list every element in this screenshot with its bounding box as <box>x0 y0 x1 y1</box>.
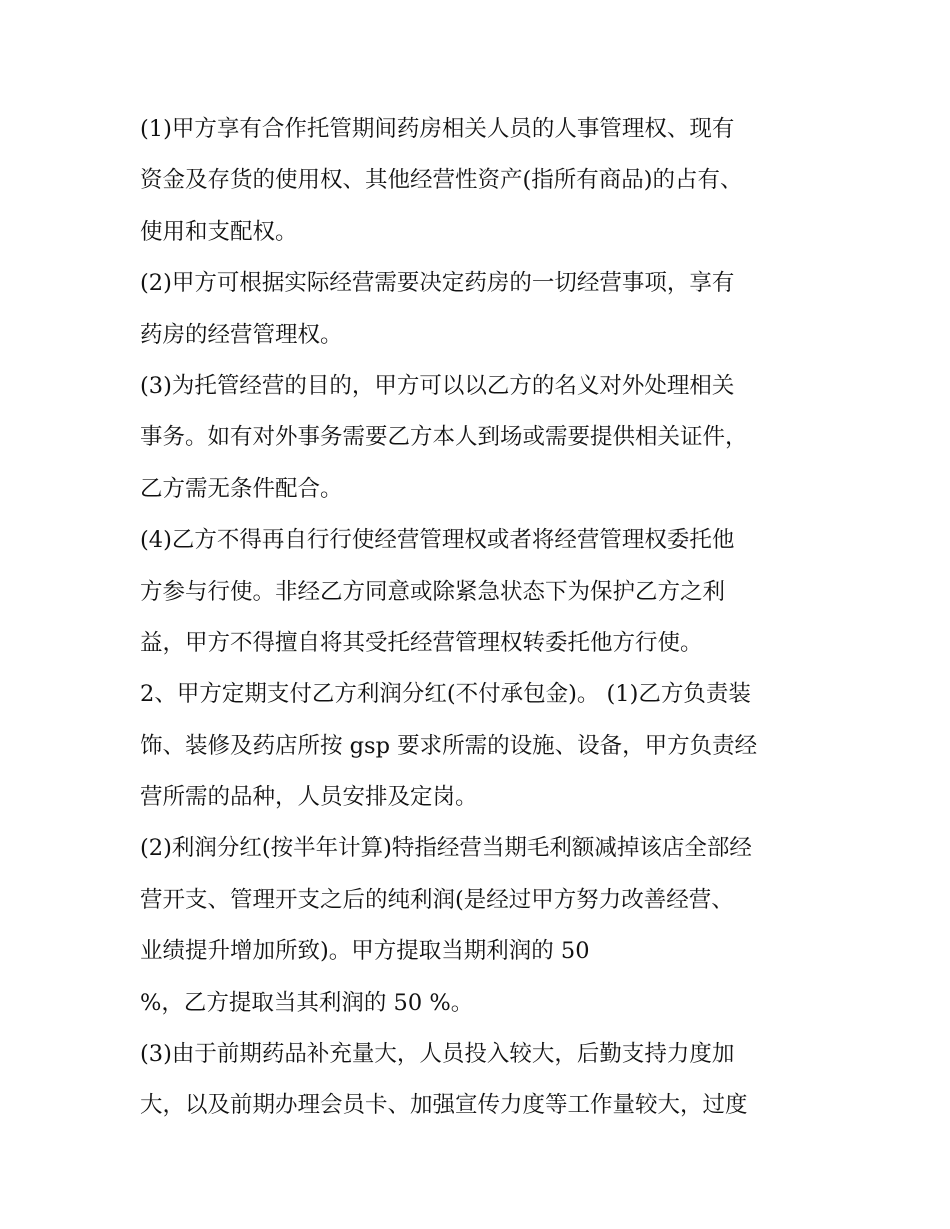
text-line: 益，甲方不得擅自将其受托经营管理权转委托他方行使。 <box>140 629 703 656</box>
text-line: (2)甲方可根据实际经营需要决定药房的一切经营事项，享有 <box>140 270 735 297</box>
text-line: 事务。如有对外事务需要乙方本人到场或需要提供相关证件， <box>140 424 748 451</box>
text-line: (2)利润分红(按半年计算)特指经营当期毛利额减掉该店全部经 <box>140 835 752 862</box>
text-line: (3)为托管经营的目的，甲方可以以乙方的名义对外处理相关 <box>140 372 735 399</box>
text-line: (1)甲方享有合作托管期间药房相关人员的人事管理权、现有 <box>140 116 735 142</box>
text-line: %，乙方提取当其利润的 50 %。 <box>140 989 474 1016</box>
text-line: (4)乙方不得再自行行使经营管理权或者将经营管理权委托他 <box>140 527 735 554</box>
text-line: 方参与行使。非经乙方同意或除紧急状态下为保护乙方之利 <box>140 578 726 605</box>
text-line: 药房的经营管理权。 <box>140 321 343 348</box>
text-line: 饰、装修及药店所按 gsp 要求所需的设施、设备，甲方负责经 <box>140 732 758 759</box>
text-line: 营所需的品种，人员安排及定岗。 <box>140 784 478 811</box>
text-line: 乙方需无条件配合。 <box>140 475 343 502</box>
document-body <box>140 104 820 1132</box>
text-line: 大，以及前期办理会员卡、加强宣传力度等工作量较大，过度 <box>140 1092 748 1119</box>
text-line: 资金及存货的使用权、其他经营性资产(指所有商品)的占有、 <box>140 167 743 194</box>
text-line: 营开支、管理开支之后的纯利润(是经过甲方努力改善经营、 <box>140 886 734 913</box>
text-line: 业绩提升增加所致)。甲方提取当期利润的 50 <box>140 938 590 965</box>
text-line: (3)由于前期药品补充量大，人员投入较大，后勤支持力度加 <box>140 1041 735 1068</box>
text-line: 2、甲方定期支付乙方利润分红(不付承包金)。 (1)乙方负责装 <box>140 681 751 708</box>
text-line: 使用和支配权。 <box>140 218 298 245</box>
